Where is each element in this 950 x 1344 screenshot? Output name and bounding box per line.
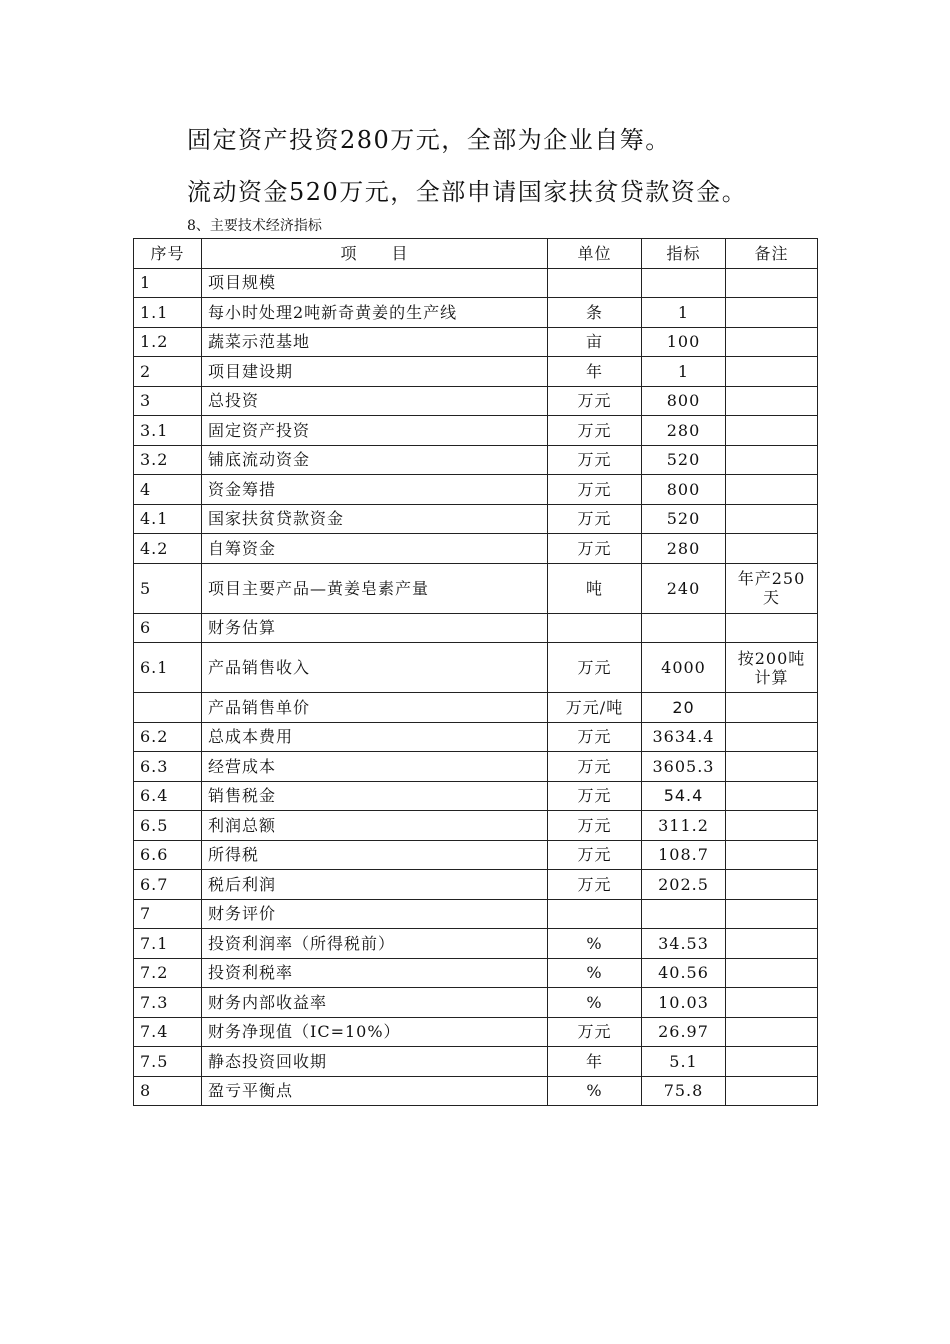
cell-value: 75.8 [642,1076,726,1106]
cell-note [726,722,818,752]
cell-item: 总成本费用 [202,722,548,752]
cell-value [642,613,726,643]
cell-unit: 万元 [548,870,642,900]
cell-num: 4 [134,475,202,505]
table-caption: 8、主要技术经济指标 [187,218,322,234]
table-row [134,1017,818,1047]
cell-num: 2 [134,357,202,387]
cell-item: 税后利润 [202,870,548,900]
cell-item: 蔬菜示范基地 [202,327,548,357]
table-row [134,268,818,298]
cell-value: 5.1 [642,1047,726,1077]
cell-item: 投资利税率 [202,958,548,988]
table-row [134,445,818,475]
cell-num: 7.3 [134,988,202,1018]
cell-unit: 万元/吨 [548,693,642,723]
cell-value: 34.53 [642,929,726,959]
table-row [134,613,818,643]
cell-num: 6.5 [134,811,202,841]
table-row [134,643,818,693]
cell-note [726,445,818,475]
cell-unit: 万元 [548,840,642,870]
cell-note [726,613,818,643]
cell-num: 5 [134,563,202,613]
cell-note [726,781,818,811]
table-row [134,899,818,929]
cell-num: 6 [134,613,202,643]
cell-item: 盈亏平衡点 [202,1076,548,1106]
header-unit: 单位 [548,239,642,269]
cell-value: 520 [642,504,726,534]
table-row [134,781,818,811]
cell-num: 6.1 [134,643,202,693]
table-row [134,958,818,988]
paragraph-fixed-assets: 固定资产投资280万元，全部为企业自筹。 [187,126,671,154]
cell-num: 6.3 [134,752,202,782]
cell-unit: 万元 [548,722,642,752]
cell-value: 800 [642,386,726,416]
cell-num: 6.4 [134,781,202,811]
cell-item: 国家扶贫贷款资金 [202,504,548,534]
table-row [134,563,818,613]
table-row [134,386,818,416]
cell-note [726,870,818,900]
cell-item: 资金筹措 [202,475,548,505]
cell-item: 财务评价 [202,899,548,929]
cell-unit: 万元 [548,386,642,416]
cell-value [642,268,726,298]
cell-num: 6.7 [134,870,202,900]
cell-note [726,929,818,959]
cell-value: 1 [642,298,726,328]
table-row [134,357,818,387]
cell-unit: 吨 [548,563,642,613]
cell-value: 100 [642,327,726,357]
cell-value: 280 [642,416,726,446]
cell-num: 6.2 [134,722,202,752]
cell-note [726,1047,818,1077]
cell-unit: 条 [548,298,642,328]
cell-item: 产品销售单价 [202,693,548,723]
cell-note [726,752,818,782]
cell-value: 1 [642,357,726,387]
table-row [134,504,818,534]
cell-item: 经营成本 [202,752,548,782]
cell-unit: 万元 [548,475,642,505]
cell-value: 280 [642,534,726,564]
cell-item: 固定资产投资 [202,416,548,446]
cell-value: 40.56 [642,958,726,988]
cell-item: 销售税金 [202,781,548,811]
cell-num: 8 [134,1076,202,1106]
header-num: 序号 [134,239,202,269]
table-row [134,811,818,841]
cell-item: 产品销售收入 [202,643,548,693]
cell-item: 总投资 [202,386,548,416]
table-row [134,475,818,505]
cell-unit: % [548,1076,642,1106]
table-row [134,988,818,1018]
table-row [134,298,818,328]
cell-unit: 万元 [548,643,642,693]
cell-num: 4.1 [134,504,202,534]
cell-value: 3605.3 [642,752,726,782]
cell-num: 7 [134,899,202,929]
cell-num: 1.1 [134,298,202,328]
cell-value: 3634.4 [642,722,726,752]
cell-value: 4000 [642,643,726,693]
cell-note: 年产250天 [726,563,818,613]
table-row [134,1076,818,1106]
cell-note [726,1017,818,1047]
cell-unit: 万元 [548,504,642,534]
cell-num: 3.2 [134,445,202,475]
cell-unit: 万元 [548,416,642,446]
cell-item: 项目规模 [202,268,548,298]
cell-unit [548,613,642,643]
header-value: 指标 [642,239,726,269]
table-row [134,840,818,870]
table-row [134,1047,818,1077]
cell-unit: 亩 [548,327,642,357]
cell-note [726,268,818,298]
cell-value: 26.97 [642,1017,726,1047]
table-row [134,416,818,446]
table-row [134,929,818,959]
cell-value: 240 [642,563,726,613]
cell-num: 7.2 [134,958,202,988]
indicators-table [133,238,818,1106]
cell-item: 财务净现值（IC=10%） [202,1017,548,1047]
cell-value: 311.2 [642,811,726,841]
cell-note [726,811,818,841]
cell-value: 800 [642,475,726,505]
cell-item: 财务估算 [202,613,548,643]
cell-note [726,357,818,387]
cell-item: 所得税 [202,840,548,870]
cell-note [726,475,818,505]
cell-value: 54.4 [642,781,726,811]
cell-note: 按200吨计算 [726,643,818,693]
cell-value: 108.7 [642,840,726,870]
cell-num [134,693,202,723]
cell-num: 1 [134,268,202,298]
cell-item: 静态投资回收期 [202,1047,548,1077]
cell-unit: 万元 [548,811,642,841]
cell-unit: 万元 [548,445,642,475]
cell-note [726,298,818,328]
table-row [134,693,818,723]
cell-note [726,386,818,416]
cell-unit: % [548,988,642,1018]
cell-num: 1.2 [134,327,202,357]
cell-unit [548,268,642,298]
cell-unit: 年 [548,1047,642,1077]
table-header-row [134,239,818,269]
cell-unit: 年 [548,357,642,387]
cell-value: 10.03 [642,988,726,1018]
cell-value: 520 [642,445,726,475]
cell-item: 每小时处理2吨新奇黄姜的生产线 [202,298,548,328]
cell-unit: % [548,958,642,988]
cell-num: 3 [134,386,202,416]
cell-num: 3.1 [134,416,202,446]
cell-num: 7.5 [134,1047,202,1077]
cell-note [726,899,818,929]
paragraph-working-capital: 流动资金520万元，全部申请国家扶贫贷款资金。 [187,178,748,206]
cell-note [726,1076,818,1106]
cell-note [726,327,818,357]
cell-unit: 万元 [548,1017,642,1047]
table-row [134,327,818,357]
cell-note [726,693,818,723]
table-row [134,870,818,900]
cell-num: 7.4 [134,1017,202,1047]
cell-unit: % [548,929,642,959]
cell-num: 4.2 [134,534,202,564]
cell-value: 202.5 [642,870,726,900]
cell-item: 投资利润率（所得税前） [202,929,548,959]
table-row [134,534,818,564]
table-row [134,752,818,782]
cell-unit: 万元 [548,752,642,782]
cell-note [726,840,818,870]
cell-item: 自筹资金 [202,534,548,564]
cell-item: 铺底流动资金 [202,445,548,475]
cell-note [726,416,818,446]
cell-note [726,988,818,1018]
cell-note [726,534,818,564]
cell-note [726,958,818,988]
table-row [134,722,818,752]
cell-item: 项目建设期 [202,357,548,387]
cell-num: 7.1 [134,929,202,959]
cell-value [642,899,726,929]
cell-unit [548,899,642,929]
cell-value: 20 [642,693,726,723]
cell-unit: 万元 [548,781,642,811]
cell-item: 财务内部收益率 [202,988,548,1018]
cell-note [726,504,818,534]
cell-item: 利润总额 [202,811,548,841]
cell-item: 项目主要产品—黄姜皂素产量 [202,563,548,613]
cell-num: 6.6 [134,840,202,870]
header-item: 项 目 [202,239,548,269]
cell-unit: 万元 [548,534,642,564]
header-note: 备注 [726,239,818,269]
